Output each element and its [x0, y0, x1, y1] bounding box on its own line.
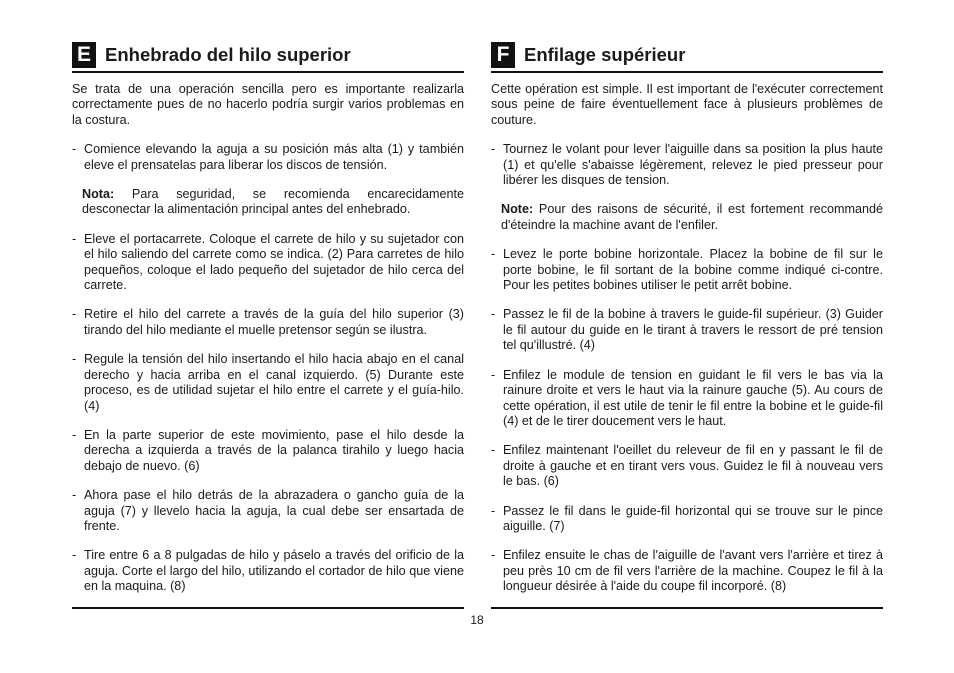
list-dash: - [491, 247, 496, 262]
bottom-divider-left [72, 607, 464, 609]
list-item-text: Enfilez maintenant l'oeillet du releveur de fil en y passant le fil de droite à gauche et en tirant vers vous. Guidez le fil à nouveau vers le bas. (6) [503, 443, 883, 489]
list-item [491, 504, 883, 535]
list-item-text: Regule la tensión del hilo insertando el hilo hacia abajo en el canal derecho y hacia arriba en el canal izquierdo. (5) Durante este proceso, es de utilidad sujetar el hilo entre el carrete y el guía-hilo. (4) [84, 352, 464, 413]
list-item-text: Ahora pase el hilo detrás de la abrazadera o gancho guía de la aguja (7) y llevelo hacia la aguja, la cual debe ser ensartada de frente. [84, 488, 464, 533]
list-dash: - [72, 142, 77, 157]
bottom-divider-right [491, 607, 883, 609]
list-item-text: Levez le porte bobine horizontale. Placez la bobine de fil sur le porte bobine, le fil sortant de la bobine comme indiqué ci-contre. Pour les petites bobines utiliser le petit arrêt bobine. [503, 247, 883, 293]
section-letter-badge: F [491, 42, 515, 68]
list-dash: - [72, 307, 77, 322]
note-paragraph [491, 202, 883, 233]
list-dash: - [72, 352, 77, 367]
note-text: Pour des raisons de sécurité, il est fortement recommandé d'éteindre la machine avant de l'enfiler. [501, 202, 883, 232]
list-item-text: Enfilez le module de tension en guidant le fil vers le bas via la rainure droite et vers le haut via la rainure gauche (5). Au cours de cette opération, il est utile de tenir le fil entre la bobine et le guide-fil (4) et de le tirer doucement vers le haut. [503, 367, 883, 428]
intro-paragraph: Se trata de una operación sencilla pero es importante realizarla correctamente pues de no hacerlo podría surgir varios problemas en la costura. [72, 82, 464, 127]
list-item [491, 307, 883, 353]
list-item-text: En la parte superior de este movimiento, pase el hilo desde la derecha a izquierda a través de la palanca tirahilo y luego hacia debajo de nuevo. (6) [84, 427, 464, 473]
section-letter-badge: E [72, 42, 96, 68]
note-label: Nota: [82, 187, 115, 202]
list-item-text: Enfilez ensuite le chas de l'aiguille de l'avant vers l'arrière et tirez à peu près 10 cm de fil vers l'arrière de la machine. Coupez le fil à la longueur désirée à l'aide du coupe fil incorporé. (8) [503, 548, 883, 594]
list-dash: - [72, 427, 77, 442]
list-dash: - [491, 443, 496, 458]
list-dash: - [491, 367, 496, 382]
list-dash: - [491, 142, 496, 157]
french-section [491, 40, 883, 595]
list-dash: - [72, 231, 77, 246]
list-item [72, 307, 464, 338]
list-item [491, 247, 883, 293]
intro-paragraph: Cette opération est simple. Il est important de l'exécuter correctement sous peine de faire éventuellement face à plusieurs problèmes de couture. [491, 82, 883, 127]
list-item-text: Retire el hilo del carrete a través de la guía del hilo superior (3) tirando del hilo mediante el muelle pretensor según se ilustra. [84, 307, 464, 337]
spanish-section [72, 40, 464, 595]
list-item [491, 443, 883, 489]
section-title: Enfilage supérieur [524, 44, 686, 65]
list-item [72, 232, 464, 294]
list-item [72, 428, 464, 474]
note-label: Note: [501, 202, 534, 217]
list-dash: - [491, 503, 496, 518]
list-dash: - [72, 548, 77, 563]
list-item [72, 142, 464, 173]
section-header [491, 40, 883, 73]
list-item [72, 488, 464, 534]
page-number: 18 [470, 613, 484, 627]
section-header [72, 40, 464, 73]
list-dash: - [491, 548, 496, 563]
list-item-text: Passez le fil dans le guide-fil horizontal qui se trouve sur le pince aiguille. (7) [503, 503, 883, 533]
list-item-text: Passez le fil de la bobine à travers le guide-fil supérieur. (3) Guider le fil autour du guide en le tirant à travers le ressort de pré tension tel qu'illustré. (4) [503, 307, 883, 353]
list-item [72, 352, 464, 414]
list-item-text: Tournez le volant pour lever l'aiguille dans sa position la plus haute (1) et qu'elle s'abaisse légèrement, relevez le pied presseur pour libérer les disques de tension. [503, 142, 883, 188]
list-item [491, 368, 883, 430]
list-dash: - [72, 488, 77, 503]
list-item-text: Tire entre 6 a 8 pulgadas de hilo y páselo a través del orificio de la aguja. Corte el largo del hilo, utilizando el cortador de hilo que viene en la maquina. (8) [84, 548, 464, 594]
section-title: Enhebrado del hilo superior [105, 44, 351, 65]
list-dash: - [491, 307, 496, 322]
list-item [491, 142, 883, 188]
list-item [72, 548, 464, 594]
note-paragraph [72, 187, 464, 218]
list-item-text: Comience elevando la aguja a su posición más alta (1) y también eleve el prensatelas para liberar los discos de tensión. [84, 142, 464, 172]
list-item [491, 548, 883, 594]
note-text: Para seguridad, se recomienda encarecidamente desconectar la alimentación principal antes del enhebrado. [82, 187, 464, 217]
list-item-text: Eleve el portacarrete. Coloque el carrete de hilo y su sujetador con el hilo saliendo del carrete como se indica. (2) Para carretes de hilo pequeños, coloque el lado pequeño del sujetador de hilo cerca del carrete. [84, 231, 464, 293]
